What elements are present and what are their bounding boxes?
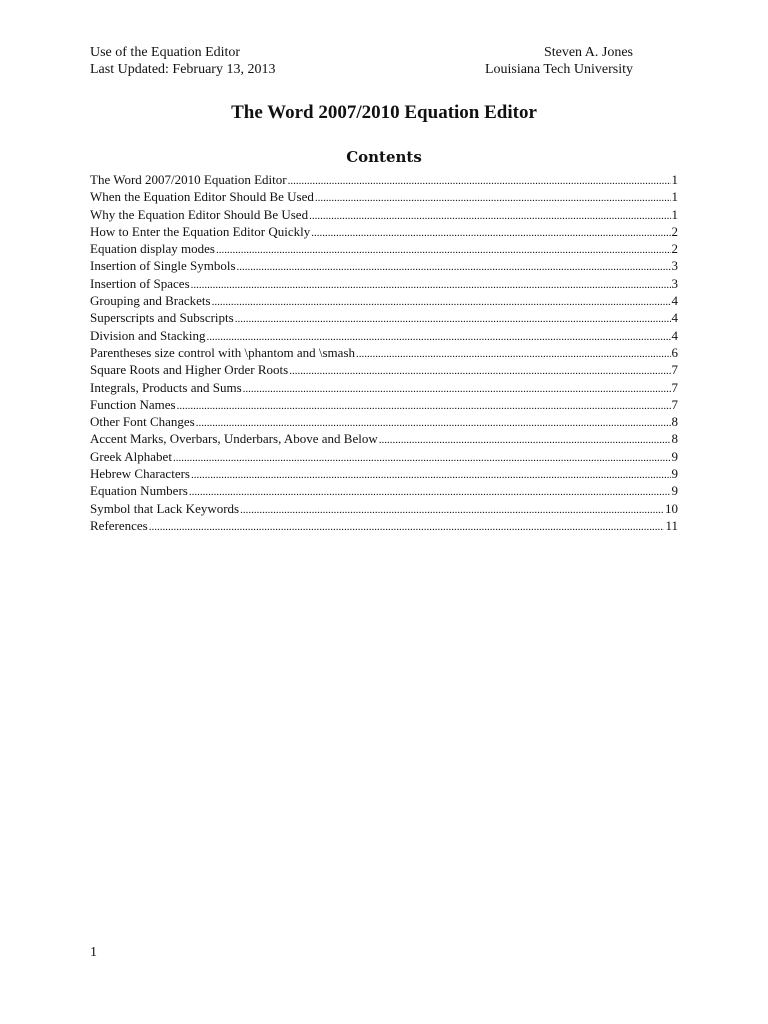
toc-entry-page: 8 bbox=[671, 431, 678, 447]
toc-entry-label: Insertion of Spaces bbox=[90, 275, 190, 291]
toc-entry-label: Hebrew Characters bbox=[90, 466, 190, 482]
toc-entry-page: 7 bbox=[671, 396, 678, 412]
toc-entry-label: References bbox=[90, 517, 148, 533]
toc-entry-label: Insertion of Single Symbols bbox=[90, 258, 236, 274]
toc-entry[interactable] bbox=[90, 483, 678, 500]
toc-entry-label: When the Equation Editor Should Be Used bbox=[90, 189, 314, 205]
toc-entry-page: 11 bbox=[665, 517, 678, 533]
toc-entry[interactable] bbox=[90, 207, 678, 224]
toc-dot-leader bbox=[212, 293, 671, 310]
toc-entry[interactable] bbox=[90, 276, 678, 293]
header-row-2 bbox=[90, 61, 633, 78]
toc-entry-label: Greek Alphabet bbox=[90, 448, 172, 464]
toc-entry-page: 3 bbox=[671, 275, 678, 291]
toc-entry-label: The Word 2007/2010 Equation Editor bbox=[90, 172, 287, 187]
toc-entry[interactable] bbox=[90, 449, 678, 466]
toc-entry-label: Why the Equation Editor Should Be Used bbox=[90, 206, 309, 222]
toc-entry[interactable] bbox=[90, 397, 678, 414]
toc-entry-page: 9 bbox=[671, 483, 678, 499]
contents-heading: Contents bbox=[346, 148, 422, 166]
toc-entry-label: Integrals, Products and Sums bbox=[90, 379, 242, 395]
toc-entry-label: Function Names bbox=[90, 396, 176, 412]
toc-entry[interactable] bbox=[90, 258, 678, 275]
toc-dot-leader bbox=[356, 345, 670, 362]
toc-entry-page: 3 bbox=[671, 258, 678, 274]
toc-entry[interactable] bbox=[90, 380, 678, 397]
toc-entry-label: Division and Stacking bbox=[90, 327, 206, 343]
toc-dot-leader bbox=[288, 172, 671, 189]
toc-dot-leader bbox=[207, 328, 671, 345]
toc-entry[interactable] bbox=[90, 310, 678, 327]
toc-entry-page: 9 bbox=[671, 448, 678, 464]
toc-entry[interactable] bbox=[90, 328, 678, 345]
toc-dot-leader bbox=[243, 380, 671, 397]
toc-entry-page: 1 bbox=[671, 189, 678, 205]
toc-entry-label: Equation Numbers bbox=[90, 483, 188, 499]
toc-entry-page: 10 bbox=[665, 500, 678, 516]
toc-entry-page: 2 bbox=[671, 241, 678, 257]
header-author: Steven A. Jones bbox=[543, 45, 633, 60]
toc-dot-leader bbox=[191, 276, 671, 293]
toc-entry-page: 4 bbox=[671, 310, 678, 326]
toc-dot-leader bbox=[196, 414, 671, 431]
toc-dot-leader bbox=[216, 241, 671, 258]
toc-dot-leader bbox=[189, 483, 671, 500]
toc-dot-leader bbox=[315, 189, 671, 206]
toc-entry-label: Parentheses size control with \phantom and \smash bbox=[90, 344, 356, 360]
toc-entry[interactable] bbox=[90, 224, 678, 241]
header-last-updated: Last Updated: February 13, 2013 bbox=[90, 62, 276, 77]
toc-entry[interactable] bbox=[90, 172, 678, 189]
toc-entry-page: 7 bbox=[671, 362, 678, 378]
page-header bbox=[90, 44, 633, 78]
toc-entry[interactable] bbox=[90, 189, 678, 206]
toc-entry-page: 9 bbox=[671, 466, 678, 482]
toc-entry[interactable] bbox=[90, 501, 678, 518]
toc-entry-page: 8 bbox=[671, 414, 678, 430]
toc-entry[interactable] bbox=[90, 362, 678, 379]
toc-entry[interactable] bbox=[90, 293, 678, 310]
toc-entry-label: Other Font Changes bbox=[90, 414, 195, 430]
toc-entry-label: Square Roots and Higher Order Roots bbox=[90, 362, 289, 378]
header-institution: Louisiana Tech University bbox=[484, 62, 633, 77]
toc-entry-label: Equation display modes bbox=[90, 241, 215, 257]
header-doc-title: Use of the Equation Editor bbox=[90, 45, 241, 60]
toc-dot-leader bbox=[173, 449, 671, 466]
toc-entry-page: 4 bbox=[671, 327, 678, 343]
table-of-contents bbox=[90, 172, 678, 535]
toc-entry-page: 1 bbox=[671, 206, 678, 222]
toc-entry-page: 2 bbox=[671, 223, 678, 239]
toc-entry-page: 1 bbox=[671, 172, 678, 187]
toc-dot-leader bbox=[289, 362, 670, 379]
toc-dot-leader bbox=[237, 258, 671, 275]
toc-dot-leader bbox=[191, 466, 671, 483]
toc-dot-leader bbox=[177, 397, 671, 414]
toc-entry-page: 7 bbox=[671, 379, 678, 395]
toc-entry[interactable] bbox=[90, 466, 678, 483]
toc-entry[interactable] bbox=[90, 414, 678, 431]
toc-entry-label: Grouping and Brackets bbox=[90, 293, 211, 309]
footer-page-number: 1 bbox=[90, 945, 97, 960]
toc-dot-leader bbox=[309, 207, 670, 224]
toc-entry-label: How to Enter the Equation Editor Quickly bbox=[90, 223, 311, 239]
toc-dot-leader bbox=[235, 310, 671, 327]
toc-entry-label: Accent Marks, Overbars, Underbars, Above and Below bbox=[90, 431, 378, 447]
toc-dot-leader bbox=[240, 501, 664, 518]
toc-dot-leader bbox=[379, 431, 671, 448]
toc-entry-label: Superscripts and Subscripts bbox=[90, 310, 234, 326]
toc-dot-leader bbox=[311, 224, 670, 241]
toc-entry-page: 6 bbox=[671, 344, 678, 360]
document-title: The Word 2007/2010 Equation Editor bbox=[231, 102, 537, 123]
toc-entry-page: 4 bbox=[671, 293, 678, 309]
header-row-1 bbox=[90, 44, 633, 61]
toc-entry[interactable] bbox=[90, 241, 678, 258]
toc-entry[interactable] bbox=[90, 345, 678, 362]
toc-entry-label: Symbol that Lack Keywords bbox=[90, 500, 240, 516]
toc-dot-leader bbox=[149, 518, 665, 535]
toc-entry[interactable] bbox=[90, 518, 678, 535]
toc-entry[interactable] bbox=[90, 431, 678, 448]
